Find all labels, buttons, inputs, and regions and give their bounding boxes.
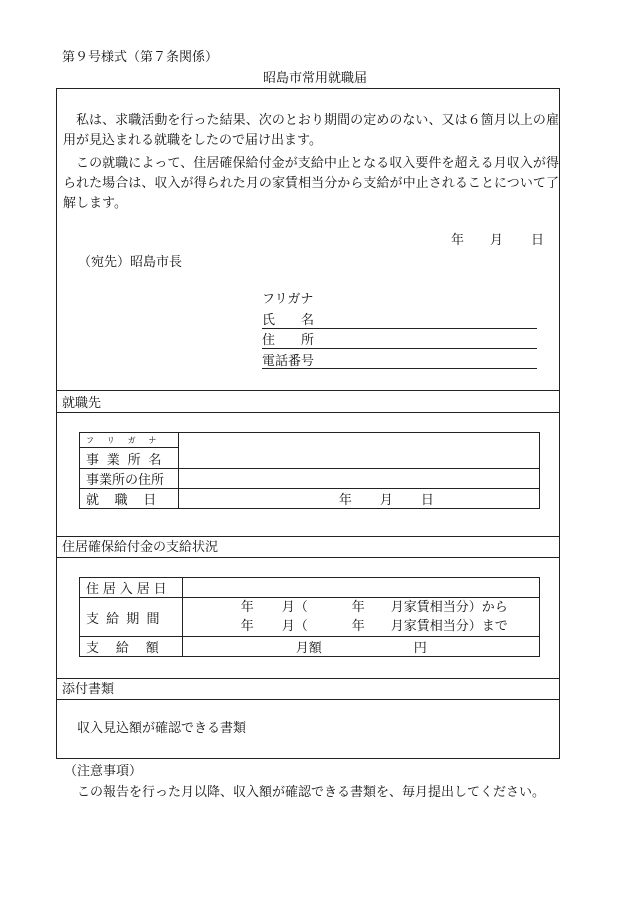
applicant-address-label: 住 所	[262, 333, 315, 348]
notes-text: この報告を行った月以降、収入額が確認できる書類を、毎月提出してください。	[77, 785, 546, 800]
monthly-amount-label: 月額	[295, 641, 322, 656]
benefit-amount-label: 支給額	[80, 637, 183, 657]
intro-paragraph-2: この就職によって、住居確保給付金が支給中止となる収入要件を超える月収入が得られた場合は、収入が得られた月の家賃相当分から支給が中止されることについて了解します。	[63, 156, 559, 211]
addressee: （宛先）昭島市長	[78, 255, 183, 270]
attachment-item: 収入見込額が確認できる書類	[77, 721, 247, 736]
office-address-field[interactable]	[178, 469, 539, 489]
employment-table	[79, 432, 540, 509]
divider	[56, 678, 560, 679]
period-from-year: 年	[240, 600, 254, 615]
period-from-month: 月（	[281, 600, 308, 615]
intro-paragraph-1: 私は、求職活動を行った結果、次のとおり期間の定めのない、又は６箇月以上の雇用が見込まれる就職をしたので届け出ます。	[63, 113, 559, 148]
benefit-period-label: 支給期間	[80, 598, 183, 637]
date-day-label: 日	[531, 233, 545, 248]
benefit-period-field[interactable]	[182, 598, 539, 637]
period-from-rent-year: 年	[351, 600, 365, 615]
period-to-year: 年	[240, 619, 254, 634]
attachments-section-label: 添付書類	[62, 682, 115, 697]
period-to-rent-label: 月家賃相当分）まで	[390, 619, 508, 634]
yen-label: 円	[413, 641, 427, 656]
office-name-label: 事業所名	[80, 448, 179, 469]
employment-year-label: 年	[338, 493, 352, 508]
applicant-name-label: 氏 名	[262, 313, 315, 328]
page-title: 昭島市常用就職届	[263, 71, 368, 86]
date-month-label: 月	[490, 233, 504, 248]
applicant-name-field[interactable]	[262, 328, 537, 329]
period-to-rent-year: 年	[351, 619, 365, 634]
benefit-table	[79, 577, 540, 657]
employment-furigana-label: フ リ ガ ナ	[80, 433, 179, 448]
employment-date-label: 就職日	[80, 489, 179, 509]
divider	[56, 557, 560, 558]
date-year-label: 年	[451, 233, 465, 248]
form-number: 第９号様式（第７条関係）	[62, 50, 219, 65]
period-to-month: 月（	[281, 619, 308, 634]
office-address-label: 事業所の住所	[80, 469, 179, 489]
move-in-date-label: 住居入居日	[80, 578, 183, 598]
employment-day-label: 日	[420, 493, 434, 508]
employment-month-label: 月	[379, 493, 393, 508]
divider	[56, 390, 560, 391]
divider	[56, 536, 560, 537]
applicant-address-field[interactable]	[262, 348, 537, 349]
move-in-date-field[interactable]	[182, 578, 539, 598]
applicant-furigana-label: フリガナ	[262, 292, 314, 307]
divider	[56, 412, 560, 413]
notes-heading: （注意事項）	[64, 764, 143, 779]
applicant-phone-label: 電話番号	[262, 354, 315, 369]
employment-date-field[interactable]	[178, 489, 539, 509]
divider	[56, 699, 560, 700]
period-from-rent-label: 月家賃相当分）から	[390, 600, 508, 615]
benefit-section-label: 住居確保給付金の支給状況	[62, 540, 219, 555]
benefit-amount-field[interactable]	[182, 637, 539, 657]
applicant-phone-field[interactable]	[262, 368, 537, 369]
employment-section-label: 就職先	[62, 396, 102, 411]
office-name-field[interactable]	[178, 433, 539, 469]
